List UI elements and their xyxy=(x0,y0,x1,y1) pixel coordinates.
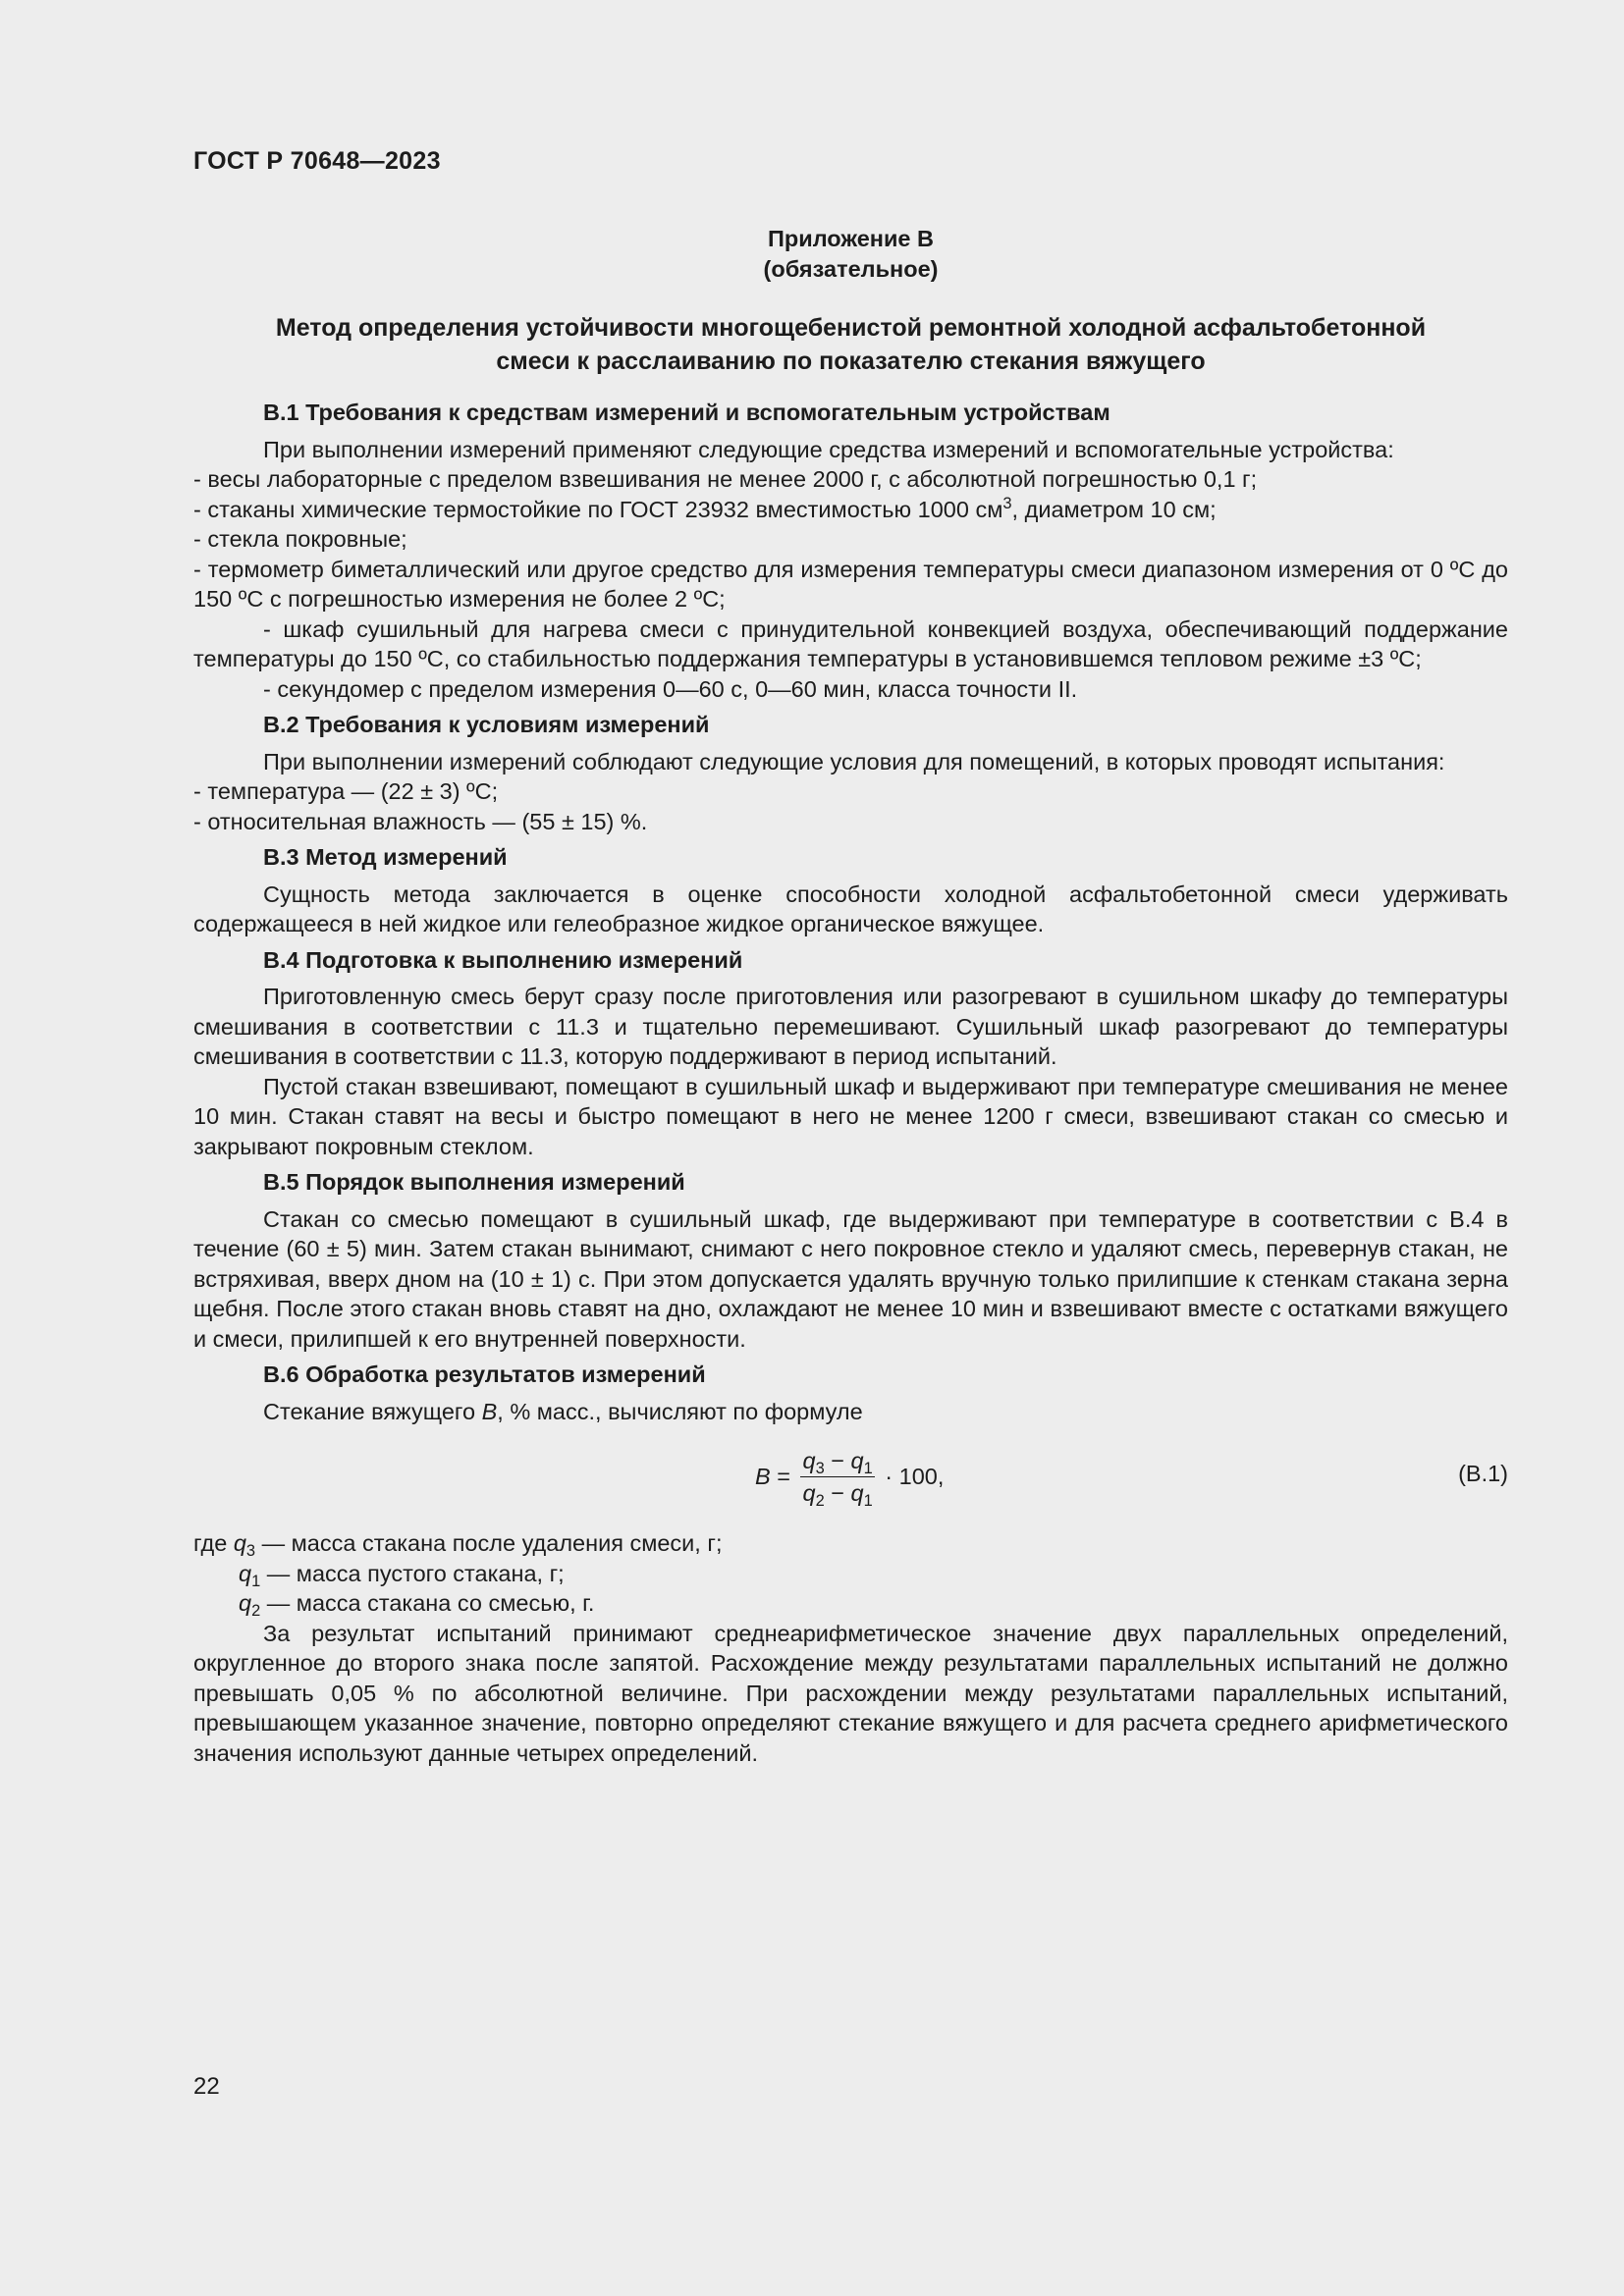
list-item-text: , диаметром 10 см; xyxy=(1011,496,1217,522)
subscript: 1 xyxy=(251,1572,261,1590)
operator: − xyxy=(824,1479,851,1506)
formula-equals: = xyxy=(770,1463,797,1489)
list-item: - шкаф сушильный для нагрева смеси с принудительной конвекцией воздуха, обеспечивающий поддержание температуры до 150 ºС, со стабильностью поддержания температуры в установившемся тепловом режиме ±3 ºС; xyxy=(193,615,1508,671)
list-item-text: - стаканы химические термостойкие по ГОСТ 23932 вместимостью 1000 см xyxy=(193,496,1003,522)
paragraph: За результат испытаний принимают среднеарифметическое значение двух параллельных определений, округленное до второго знака после запятой. Расхождение между результатами параллельных испытаний не должно превышать 0,05 % по абсолютной величине. При расхождении между результатами параллельных испытаний, превышающем указанное значение, повторно определяют стекание вяжущего и для расчета среднего арифметического значения используют данные четырех определений. xyxy=(193,1620,1508,1766)
definition-text: — масса стакана после удаления смеси, г; xyxy=(255,1530,723,1556)
subscript: 3 xyxy=(815,1459,825,1477)
section-heading-b3: В.3 Метод измерений xyxy=(263,844,508,870)
formula-numerator xyxy=(800,1446,874,1477)
paragraph: Сущность метода заключается в оценке способности холодной асфальтобетонной смеси удерживать содержащееся в ней жидкое или гелеобразное жидкое органическое вяжущее. xyxy=(193,881,1508,936)
paragraph: Пустой стакан взвешивают, помещают в сушильный шкаф и выдерживают при температуре смешивания не менее 10 мин. Стакан ставят на весы и быстро помещают в него не менее 1200 г смеси, взвешивают стакан со смесью и закрывают покровным стеклом. xyxy=(193,1073,1508,1159)
section-heading-b1: В.1 Требования к средствам измерений и вспомогательным устройствам xyxy=(263,400,1110,425)
list-item: - весы лабораторные с пределом взвешивания не менее 2000 г, с абсолютной погрешностью 0,1 г; xyxy=(193,466,1258,492)
operator: − xyxy=(824,1447,851,1473)
text: где xyxy=(193,1530,234,1556)
formula-block xyxy=(193,1440,1508,1513)
subscript: 3 xyxy=(245,1542,256,1560)
list-item: - стекла покровные; xyxy=(193,526,407,552)
definition-text: — масса пустого стакана, г; xyxy=(260,1560,565,1586)
appendix-title-line1: Метод определения устойчивости многощебенистой ремонтной холодной асфальтобетонной xyxy=(275,314,1427,342)
variable: q xyxy=(850,1447,864,1473)
text: , % масс., вычисляют по формуле xyxy=(497,1398,863,1424)
definition-row xyxy=(193,1588,1508,1619)
subscript: 1 xyxy=(863,1491,873,1510)
section-b2-intro: При выполнении измерений соблюдают следующие условия для помещений, в которых проводят испытания: xyxy=(263,748,1445,774)
paragraph: Стакан со смесью помещают в сушильный шкаф, где выдерживают при температуре в соответствии с В.4 в течение (60 ± 5) мин. Затем стакан вынимают, снимают с него покровное стекло и удаляют смесь, перевернув стакан, не встряхивая, вверх дном на (10 ± 1) с. При этом допускается удалять вручную только прилипшие к стенкам стакана зерна щебня. После этого стакан вновь ставят на дно, охлаждают не менее 10 мин и взвешивают вместе с остатками вяжущего и смеси, прилипшей к его внутренней поверхности. xyxy=(193,1205,1508,1352)
formula-intro xyxy=(193,1397,1508,1427)
list-item: - секундомер с пределом измерения 0—60 с, 0—60 мин, класса точности II. xyxy=(263,675,1078,702)
formula-denominator xyxy=(800,1477,874,1508)
appendix-title xyxy=(193,311,1508,378)
variable: q xyxy=(233,1530,246,1556)
variable: B xyxy=(481,1398,498,1424)
list-item xyxy=(193,495,1508,525)
appendix-label: Приложение В xyxy=(768,226,934,251)
subscript: 2 xyxy=(251,1602,261,1620)
formula-lhs: B xyxy=(755,1463,771,1489)
formula-multiplier: · 100, xyxy=(878,1463,945,1489)
variable: q xyxy=(802,1447,816,1473)
section-heading-b6: В.6 Обработка результатов измерений xyxy=(263,1362,706,1387)
subscript: 1 xyxy=(863,1459,873,1477)
definition-row xyxy=(193,1528,1508,1559)
list-item: - относительная влажность — (55 ± 15) %. xyxy=(193,808,648,834)
formula-fraction xyxy=(800,1446,874,1508)
subscript: 2 xyxy=(815,1491,825,1510)
section-heading-b5: В.5 Порядок выполнения измерений xyxy=(263,1169,685,1195)
section-heading-b2: В.2 Требования к условиям измерений xyxy=(263,712,710,737)
formula xyxy=(755,1440,944,1513)
list-item: - термометр биметаллический или другое средство для измерения температуры смеси диапазоном измерения от 0 ºС до 150 ºС с погрешностью измерения не более 2 ºС; xyxy=(193,556,1508,612)
appendix-type: (обязательное) xyxy=(763,255,939,282)
list-item: - температура — (22 ± 3) ºС; xyxy=(193,778,499,804)
section-b1-intro: При выполнении измерений применяют следующие средства измерений и вспомогательные устройства: xyxy=(263,436,1394,462)
page-content xyxy=(193,224,1508,1768)
definition-row xyxy=(193,1559,1508,1589)
variable: q xyxy=(239,1560,252,1586)
variable: q xyxy=(850,1479,864,1506)
page-number: 22 xyxy=(193,2073,220,2100)
equation-number: (В.1) xyxy=(1458,1461,1508,1486)
paragraph: Приготовленную смесь берут сразу после приготовления или разогревают в сушильном шкафу до температуры смешивания в соответствии с 11.3 и тщательно перемешивают. Сушильный шкаф разогревают до температуры смешивания в соответствии с 11.3, которую поддерживают в период испытаний. xyxy=(193,984,1508,1069)
definition-text: — масса стакана со смесью, г. xyxy=(260,1590,595,1616)
section-heading-b4: В.4 Подготовка к выполнению измерений xyxy=(263,946,743,973)
document-id: ГОСТ Р 70648—2023 xyxy=(193,147,441,175)
text: Стекание вяжущего xyxy=(263,1398,482,1424)
variable: q xyxy=(239,1590,252,1616)
superscript: 3 xyxy=(1002,494,1012,512)
appendix-title-line2: смеси к расслаиванию по показателю стекания вяжущего xyxy=(496,347,1206,375)
variable: q xyxy=(802,1479,816,1506)
variable-definitions xyxy=(193,1528,1508,1619)
